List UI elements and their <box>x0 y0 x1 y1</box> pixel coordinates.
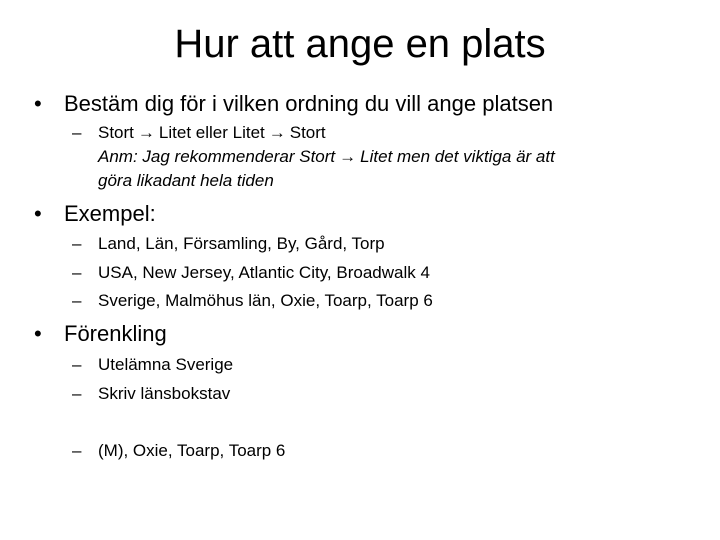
dash-glyph: – <box>72 263 82 282</box>
list-item <box>72 353 233 377</box>
order-a: Stort <box>98 123 134 142</box>
bullet-order <box>34 90 553 118</box>
bullet-order-text: Bestäm dig för i vilken ordning du vill ange platsen <box>64 91 554 116</box>
note-prefix: Anm: Jag rekommenderar Stort <box>98 147 336 166</box>
bullet-example-text: Exempel: <box>64 201 156 226</box>
list-item <box>72 439 285 463</box>
bullet-glyph: • <box>34 91 42 116</box>
list-item <box>72 289 433 313</box>
dash-glyph: – <box>72 355 82 374</box>
arrow-right-icon: → <box>339 147 357 166</box>
order-c: Stort <box>289 123 326 142</box>
bullet-glyph: • <box>34 201 42 226</box>
example-item-3: Sverige, Malmöhus län, Oxie, Toarp, Toarp 6 <box>98 291 433 310</box>
bullet-simplify <box>34 320 167 348</box>
list-item <box>72 261 430 285</box>
bullet-example <box>34 200 156 228</box>
arrow-right-icon: → <box>268 123 286 142</box>
dash-glyph: – <box>72 291 82 310</box>
dash-glyph: – <box>72 441 82 460</box>
list-item <box>72 232 385 256</box>
slide-title: Hur att ange en plats <box>174 22 546 66</box>
simplify-item-2: Skriv länsbokstav <box>98 384 231 403</box>
dash-glyph: – <box>72 384 82 403</box>
note-line-2: göra likadant hela tiden <box>98 171 274 190</box>
example-item-1: Land, Län, Församling, By, Gård, Torp <box>98 234 385 253</box>
list-item <box>72 382 230 406</box>
bullet-glyph: • <box>34 321 42 346</box>
sub-order <box>72 121 326 145</box>
note-line-1 <box>98 145 555 169</box>
bullet-simplify-text: Förenkling <box>64 321 167 346</box>
simplify-item-3: (M), Oxie, Toarp, Toarp 6 <box>98 441 286 460</box>
example-item-2: USA, New Jersey, Atlantic City, Broadwalk 4 <box>98 263 430 282</box>
dash-glyph: – <box>72 234 82 253</box>
note-suffix: Litet men det viktiga är att <box>360 147 555 166</box>
order-b: Litet eller Litet <box>158 123 265 142</box>
arrow-right-icon: → <box>137 123 155 142</box>
simplify-item-1: Utelämna Sverige <box>98 355 234 374</box>
dash-glyph: – <box>72 123 82 142</box>
